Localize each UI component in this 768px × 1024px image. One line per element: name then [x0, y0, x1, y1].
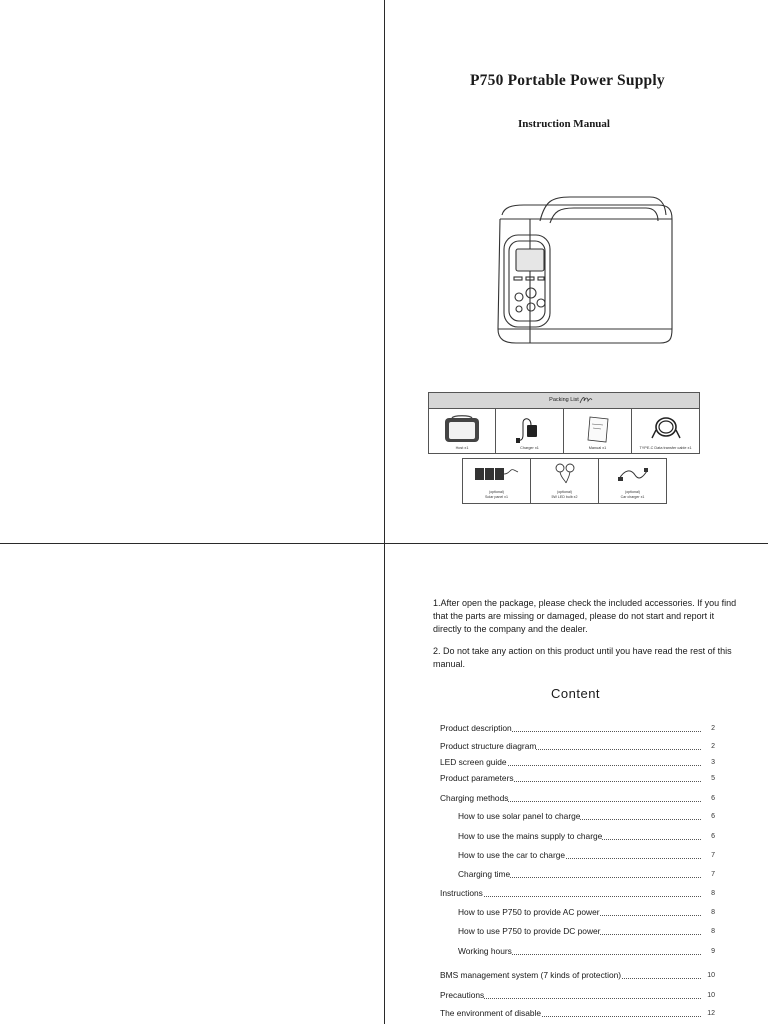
- car-charger-icon: [617, 465, 649, 485]
- item-name: Solar panel x1: [485, 495, 508, 499]
- optional-tag: (optional): [625, 490, 640, 494]
- charger-icon: [515, 413, 545, 445]
- toc-row[interactable]: [440, 793, 715, 805]
- toc-row[interactable]: [440, 1008, 715, 1020]
- toc-entry-text: How to use the mains supply to charge: [458, 831, 603, 841]
- toc-page-number: 7: [711, 871, 715, 878]
- toc-page-number: 3: [711, 759, 715, 766]
- toc-page-number: 8: [711, 890, 715, 897]
- toc-row[interactable]: [440, 773, 715, 785]
- toc-entry-text: How to use solar panel to charge: [458, 811, 581, 821]
- led-bulb-icon: [551, 462, 581, 484]
- toc-row[interactable]: [440, 831, 715, 843]
- packing-list-title: Packing List: [549, 397, 579, 403]
- solar-panel-icon: [474, 464, 520, 484]
- toc-page-number: 10: [707, 972, 715, 979]
- toc-row[interactable]: [440, 869, 715, 881]
- packing-item-label: Host x1: [455, 446, 469, 450]
- packing-item-label: TYPE-C Data transfer cable x1: [639, 446, 692, 450]
- toc-page-number: 6: [711, 813, 715, 820]
- toc-entry-text: LED screen guide: [440, 757, 507, 767]
- toc-page-number: 12: [707, 1010, 715, 1017]
- packing-item-label: [463, 490, 530, 500]
- packing-item-label: Manual x1: [588, 446, 607, 450]
- toc-entry-text: Charging time: [458, 869, 511, 879]
- toc-row[interactable]: [440, 926, 715, 938]
- toc-entry-text: The environment of disable: [440, 1008, 542, 1018]
- packing-list-table: [428, 392, 700, 454]
- packing-item-manual: [564, 409, 632, 454]
- toc-entry-text: Product description: [440, 723, 512, 733]
- toc-entry-text: Product structure diagram: [440, 741, 537, 751]
- toc-page-number: 8: [711, 928, 715, 935]
- toc-row[interactable]: [440, 907, 715, 919]
- packing-item-car-charger: [599, 459, 667, 504]
- item-name: Car charger x1: [620, 495, 645, 499]
- packing-item-label: [599, 490, 666, 500]
- toc-entry-text: How to use P750 to provide AC power: [458, 907, 600, 917]
- packing-item-led-bulb: [531, 459, 599, 504]
- optional-accessories-table: [462, 458, 667, 504]
- cover-title: P750 Portable Power Supply: [470, 72, 665, 89]
- toc-entry-text: Working hours: [458, 946, 512, 956]
- intro-paragraph-2: 2. Do not take any action on this product until you have read the rest of this manual.: [433, 646, 732, 669]
- toc-page-number: 10: [707, 992, 715, 999]
- packing-item-host: [429, 409, 496, 454]
- horizontal-page-divider: [0, 543, 768, 544]
- toc-page-number: 6: [711, 833, 715, 840]
- cable-icon: [649, 414, 683, 442]
- packing-item-cable: [632, 409, 700, 454]
- power-station-illustration: [490, 193, 675, 353]
- toc-page-number: 7: [711, 852, 715, 859]
- manual-icon: [586, 415, 610, 443]
- packing-item-label: [531, 490, 598, 500]
- packing-list-header: [428, 392, 700, 409]
- power-station-icon: [444, 415, 480, 443]
- toc-row[interactable]: [440, 970, 715, 982]
- packing-item-charger: [496, 409, 564, 454]
- toc-page-number: 6: [711, 795, 715, 802]
- toc-entry-text: Instructions: [440, 888, 483, 898]
- toc-entry-text: How to use the car to charge: [458, 850, 566, 860]
- cover-subtitle: Instruction Manual: [518, 118, 610, 130]
- intro-paragraph-1: 1.After open the package, please check the included accessories. If you find that the parts are missing or damaged, please do not start and report it directly to the company and the dealer.: [433, 598, 737, 634]
- toc-page-number: 2: [711, 743, 715, 750]
- toc-row[interactable]: [440, 741, 715, 753]
- vertical-page-divider: [384, 0, 385, 1024]
- optional-tag: (optional): [557, 490, 572, 494]
- toc-entry-text: Precautions: [440, 990, 485, 1000]
- signature-icon: [579, 395, 593, 405]
- toc-entry-text: Charging methods: [440, 793, 509, 803]
- toc-entry-text: BMS management system (7 kinds of protection): [440, 970, 622, 980]
- toc-row[interactable]: [440, 990, 715, 1002]
- toc-page-number: 9: [711, 948, 715, 955]
- packing-item-label: Charger x1: [520, 446, 539, 450]
- toc-row[interactable]: [440, 946, 715, 958]
- toc-entry-text: How to use P750 to provide DC power: [458, 926, 601, 936]
- toc-page-number: 8: [711, 909, 715, 916]
- toc-row[interactable]: [440, 811, 715, 823]
- toc-page-number: 2: [711, 725, 715, 732]
- toc-entry-text: Product parameters: [440, 773, 514, 783]
- toc-row[interactable]: [440, 757, 715, 769]
- toc-row[interactable]: [440, 850, 715, 862]
- optional-tag: (optional): [489, 490, 504, 494]
- item-name: 5W LED bulb x2: [551, 495, 578, 499]
- toc-page-number: 5: [711, 775, 715, 782]
- toc-row[interactable]: [440, 723, 715, 735]
- toc-row[interactable]: [440, 888, 715, 900]
- content-heading: Content: [551, 686, 601, 701]
- packing-item-solar-panel: [463, 459, 531, 504]
